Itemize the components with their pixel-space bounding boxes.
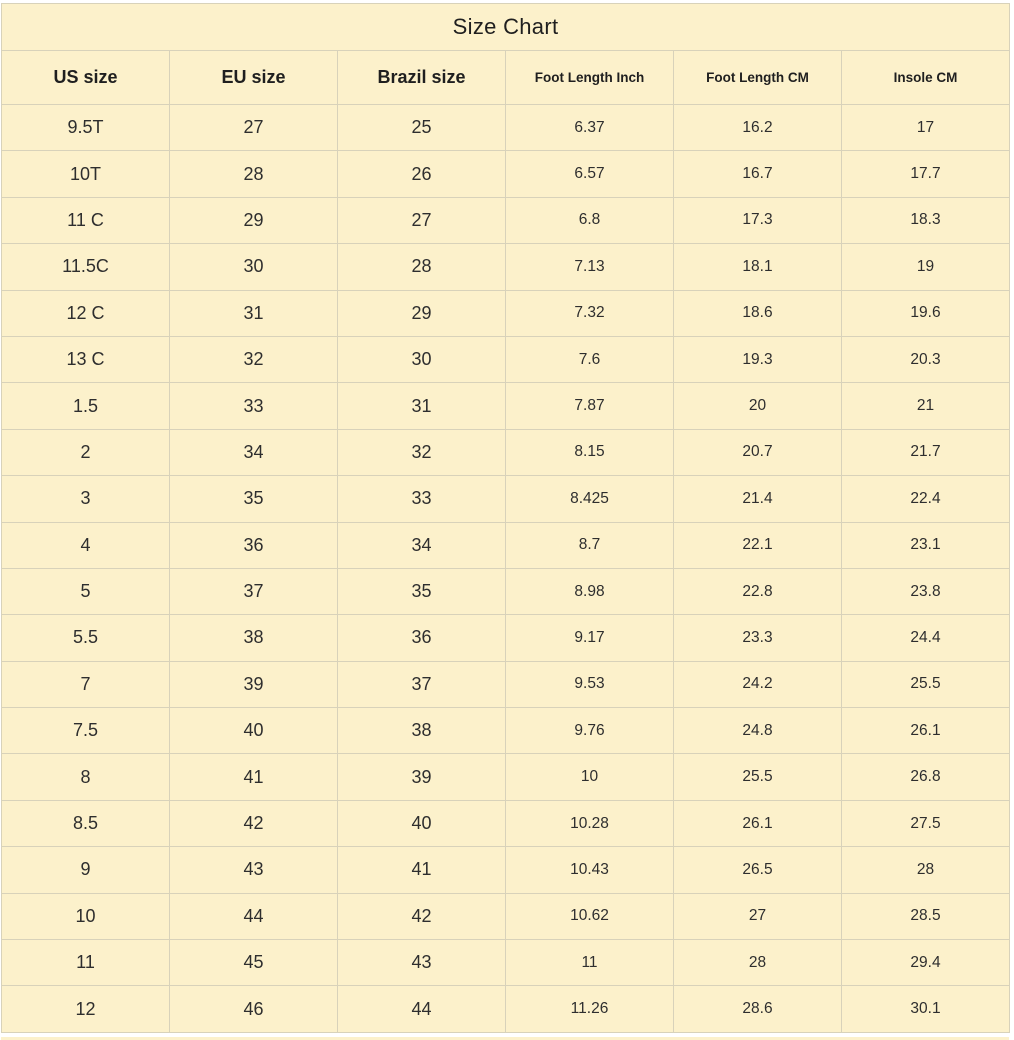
table-cell: 41 [338,847,506,893]
table-cell: 22.8 [674,568,842,614]
table-cell: 5.5 [2,615,170,661]
table-cell: 44 [338,986,506,1032]
table-cell: 19 [842,244,1010,290]
table-cell: 18.1 [674,244,842,290]
table-cell: 21.7 [842,429,1010,475]
table-row [2,244,1010,290]
table-cell: 25.5 [842,661,1010,707]
column-header-us-size: US size [2,51,170,105]
table-cell: 2 [2,429,170,475]
table-cell: 33 [170,383,338,429]
table-cell: 30 [338,336,506,382]
table-cell: 34 [338,522,506,568]
table-cell: 9.5T [2,105,170,151]
table-cell: 9.76 [506,708,674,754]
table-cell: 8.98 [506,568,674,614]
table-row [2,568,1010,614]
table-cell: 11.26 [506,986,674,1032]
table-cell: 11 [2,940,170,986]
table-cell: 33 [338,476,506,522]
table-cell: 10.28 [506,800,674,846]
table-cell: 16.7 [674,151,842,197]
table-cell: 28 [338,244,506,290]
table-cell: 18.3 [842,197,1010,243]
table-cell: 32 [170,336,338,382]
table-cell: 28 [674,940,842,986]
column-header-insole-cm: Insole CM [842,51,1010,105]
table-cell: 26.1 [842,708,1010,754]
table-cell: 19.6 [842,290,1010,336]
table-cell: 8.15 [506,429,674,475]
table-cell: 25.5 [674,754,842,800]
table-cell: 8 [2,754,170,800]
title-row [2,4,1010,51]
table-cell: 43 [338,940,506,986]
table-cell: 25 [338,105,506,151]
table-cell: 30.1 [842,986,1010,1032]
table-cell: 39 [338,754,506,800]
table-cell: 10.62 [506,893,674,939]
page-title: Size Chart [2,4,1010,51]
table-row [2,336,1010,382]
table-cell: 24.8 [674,708,842,754]
table-cell: 10 [506,754,674,800]
table-cell: 9 [2,847,170,893]
table-cell: 29 [170,197,338,243]
size-chart-table [1,3,1010,1033]
table-cell: 23.3 [674,615,842,661]
table-cell: 29 [338,290,506,336]
table-cell: 44 [170,893,338,939]
table-row [2,754,1010,800]
header-row [2,51,1010,105]
table-cell: 34 [170,429,338,475]
table-row [2,197,1010,243]
table-row [2,615,1010,661]
table-cell: 11.5C [2,244,170,290]
table-cell: 10T [2,151,170,197]
table-cell: 12 C [2,290,170,336]
table-cell: 26.8 [842,754,1010,800]
table-cell: 42 [338,893,506,939]
table-cell: 9.17 [506,615,674,661]
table-cell: 19.3 [674,336,842,382]
table-cell: 18.6 [674,290,842,336]
table-cell: 7.87 [506,383,674,429]
table-cell: 7.6 [506,336,674,382]
table-cell: 26 [338,151,506,197]
table-cell: 7.5 [2,708,170,754]
table-cell: 35 [170,476,338,522]
table-row [2,105,1010,151]
table-cell: 21.4 [674,476,842,522]
table-cell: 36 [338,615,506,661]
table-cell: 38 [338,708,506,754]
table-cell: 26.5 [674,847,842,893]
table-cell: 8.425 [506,476,674,522]
table-cell: 20 [674,383,842,429]
table-row [2,522,1010,568]
table-cell: 28.6 [674,986,842,1032]
table-row [2,290,1010,336]
table-cell: 1.5 [2,383,170,429]
table-cell: 9.53 [506,661,674,707]
table-cell: 10 [2,893,170,939]
table-cell: 27 [674,893,842,939]
table-cell: 40 [170,708,338,754]
table-row [2,151,1010,197]
table-cell: 28 [170,151,338,197]
column-header-brazil-size: Brazil size [338,51,506,105]
table-cell: 20.7 [674,429,842,475]
table-row [2,847,1010,893]
table-row [2,800,1010,846]
table-cell: 6.8 [506,197,674,243]
table-cell: 28.5 [842,893,1010,939]
table-cell: 27 [170,105,338,151]
table-cell: 16.2 [674,105,842,151]
table-cell: 5 [2,568,170,614]
table-cell: 27.5 [842,800,1010,846]
table-cell: 7.13 [506,244,674,290]
table-cell: 31 [170,290,338,336]
table-cell: 28 [842,847,1010,893]
table-row [2,708,1010,754]
table-cell: 31 [338,383,506,429]
table-cell: 38 [170,615,338,661]
table-cell: 23.8 [842,568,1010,614]
table-cell: 40 [338,800,506,846]
table-cell: 39 [170,661,338,707]
table-cell: 45 [170,940,338,986]
table-cell: 24.2 [674,661,842,707]
table-row [2,383,1010,429]
column-header-foot-length-inch: Foot Length Inch [506,51,674,105]
table-cell: 22.1 [674,522,842,568]
table-cell: 7.32 [506,290,674,336]
table-cell: 7 [2,661,170,707]
table-cell: 43 [170,847,338,893]
table-cell: 22.4 [842,476,1010,522]
table-cell: 17 [842,105,1010,151]
table-cell: 23.1 [842,522,1010,568]
column-header-foot-length-cm: Foot Length CM [674,51,842,105]
table-row [2,661,1010,707]
table-cell: 13 C [2,336,170,382]
table-row [2,429,1010,475]
table-cell: 8.7 [506,522,674,568]
table-cell: 6.57 [506,151,674,197]
table-cell: 27 [338,197,506,243]
table-cell: 17.3 [674,197,842,243]
table-cell: 30 [170,244,338,290]
table-cell: 10.43 [506,847,674,893]
table-row [2,940,1010,986]
table-cell: 11 C [2,197,170,243]
table-cell: 42 [170,800,338,846]
table-cell: 35 [338,568,506,614]
table-cell: 41 [170,754,338,800]
table-cell: 11 [506,940,674,986]
table-row [2,986,1010,1032]
table-cell: 37 [338,661,506,707]
table-body [2,105,1010,1033]
table-cell: 17.7 [842,151,1010,197]
table-cell: 32 [338,429,506,475]
table-cell: 12 [2,986,170,1032]
table-cell: 46 [170,986,338,1032]
table-cell: 36 [170,522,338,568]
table-cell: 4 [2,522,170,568]
table-cell: 8.5 [2,800,170,846]
table-cell: 3 [2,476,170,522]
table-row [2,893,1010,939]
table-cell: 26.1 [674,800,842,846]
column-header-eu-size: EU size [170,51,338,105]
table-row [2,476,1010,522]
table-cell: 6.37 [506,105,674,151]
table-cell: 20.3 [842,336,1010,382]
table-cell: 37 [170,568,338,614]
table-cell: 24.4 [842,615,1010,661]
table-cell: 21 [842,383,1010,429]
table-cell: 29.4 [842,940,1010,986]
